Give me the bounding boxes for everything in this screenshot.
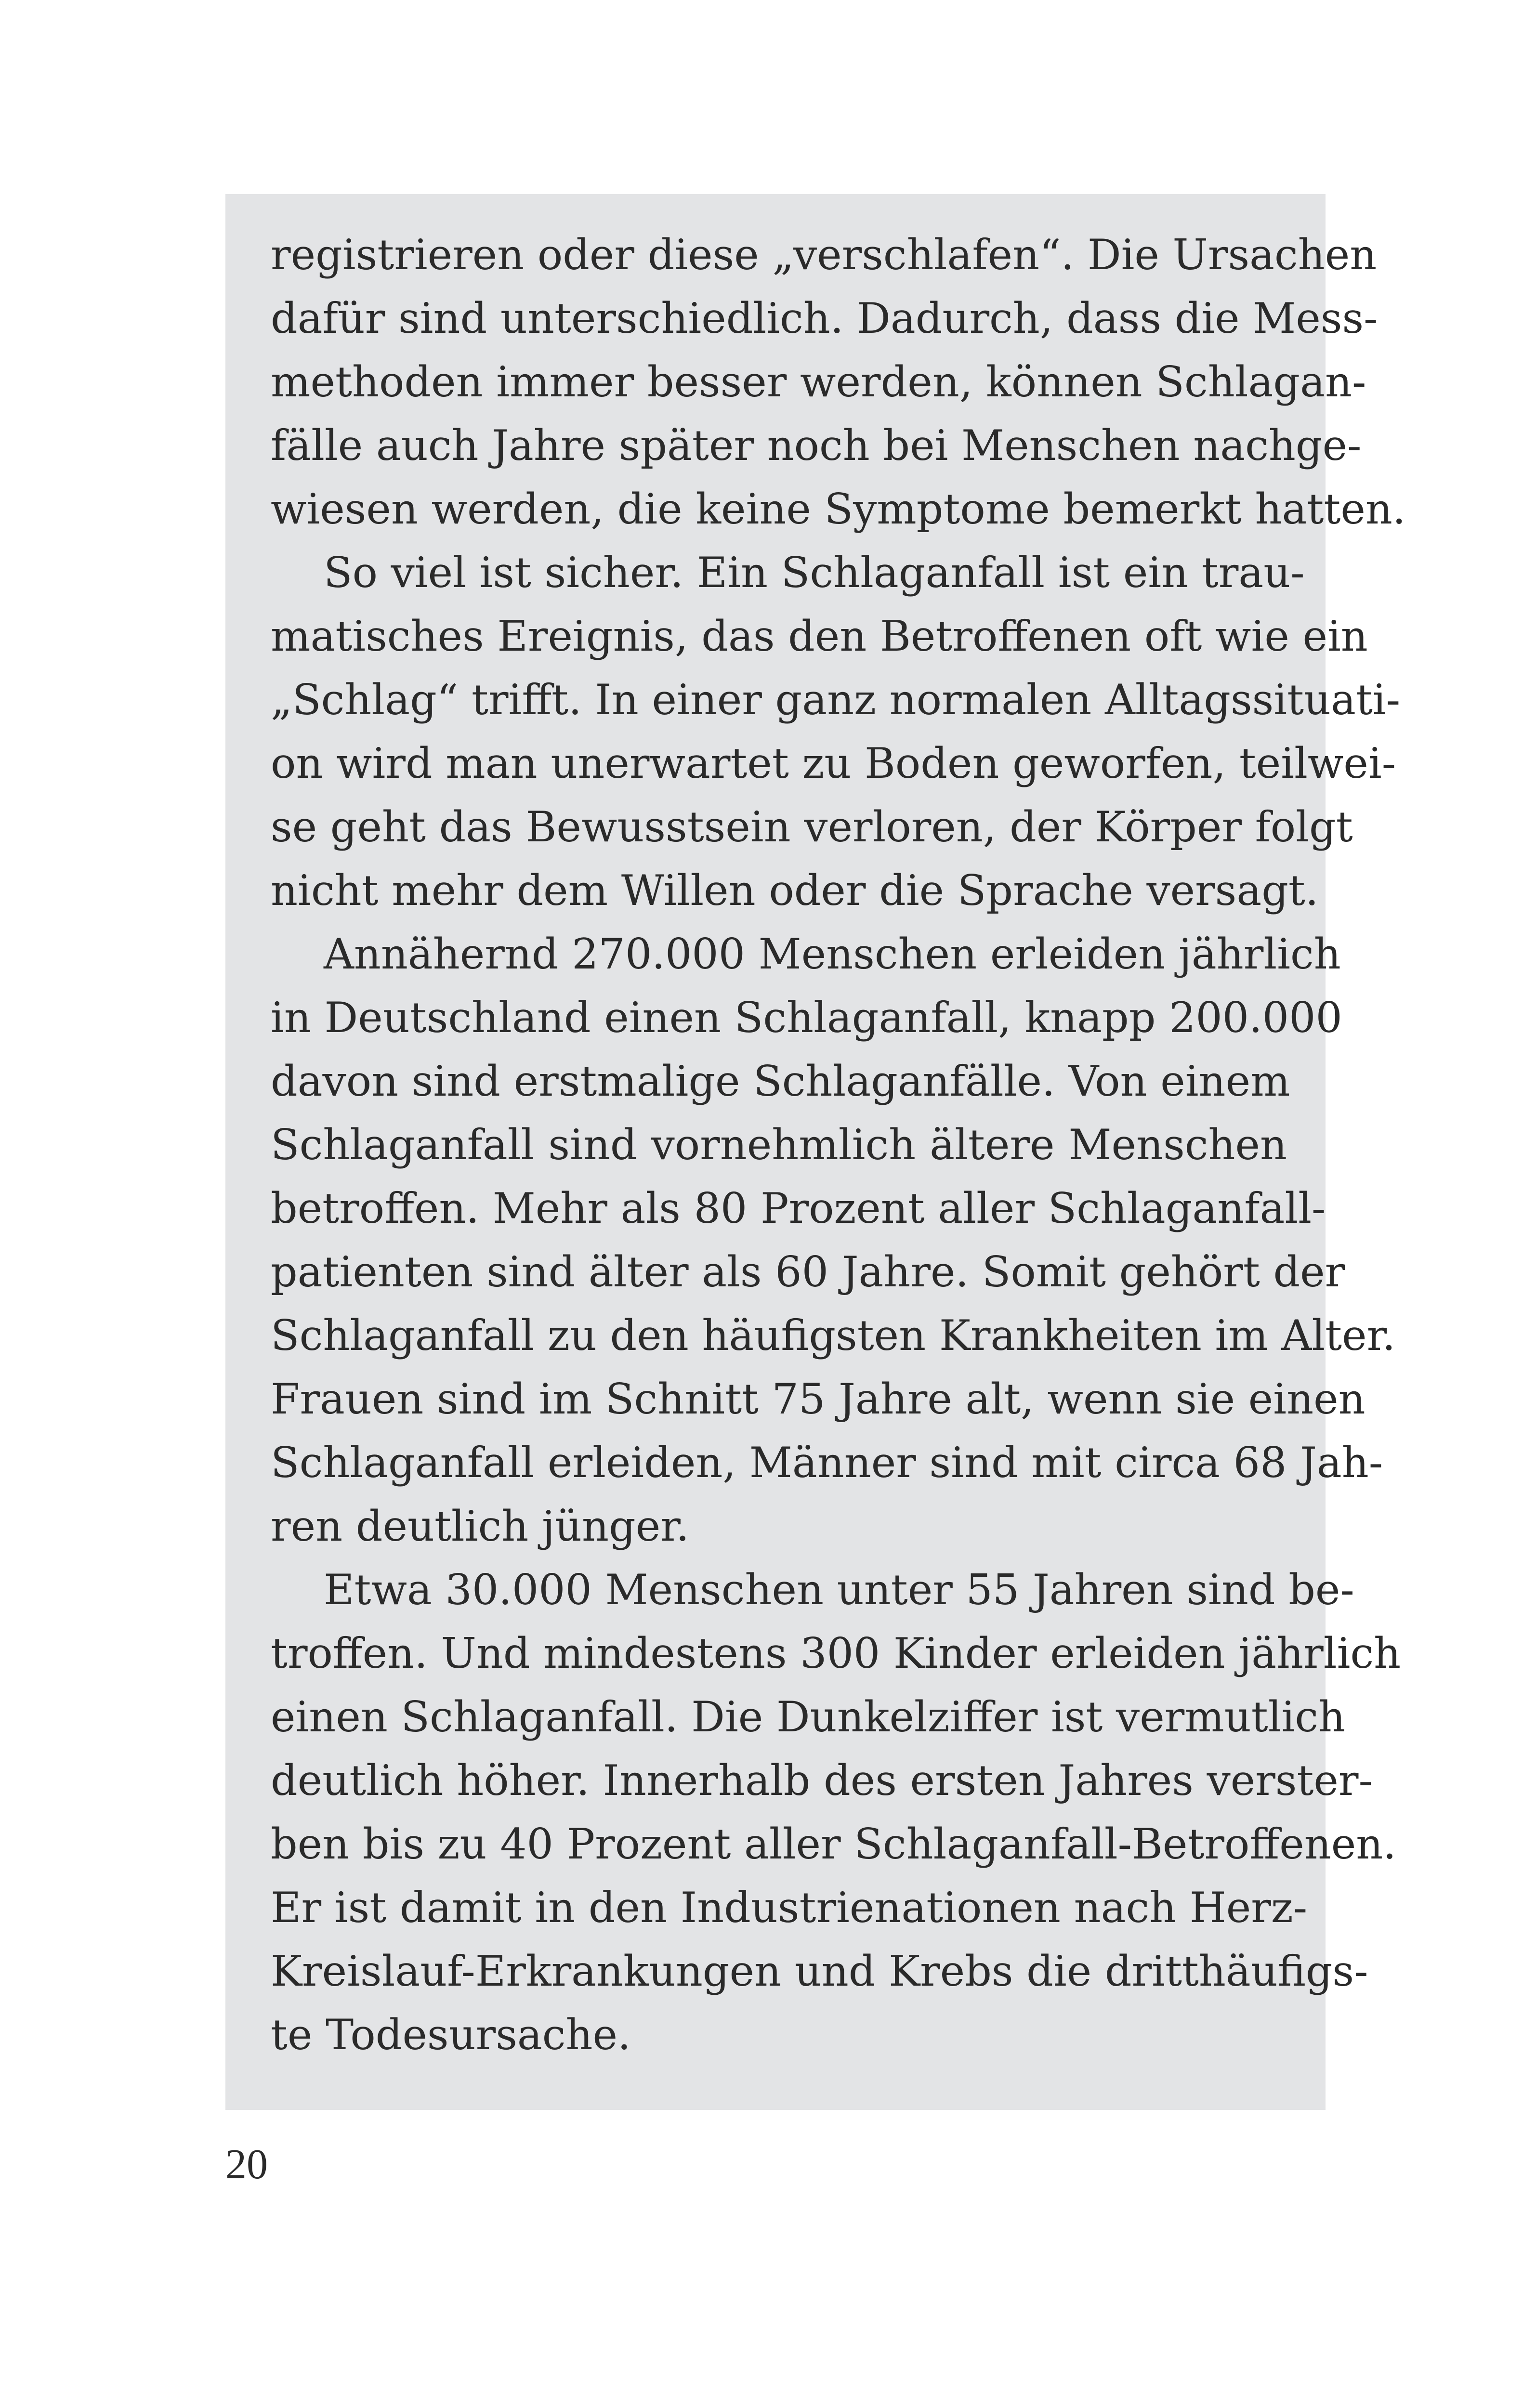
- text-box: [225, 194, 1406, 2110]
- text-line: dafür sind unterschiedlich. Dadurch, dass die Mess-: [271, 294, 1378, 343]
- page-number: 20: [225, 2141, 268, 2188]
- text-line: matisches Ereignis, das den Betroffenen oft wie ein: [271, 612, 1368, 661]
- text-line: troffen. Und mindestens 300 Kinder erleiden jährlich: [271, 1629, 1401, 1678]
- paragraph-3: [271, 922, 1396, 1558]
- text-line: einen Schlaganfall. Die Dunkelziffer ist vermutlich: [271, 1692, 1346, 1741]
- text-line: deutlich höher. Innerhalb des ersten Jahres verster-: [271, 1756, 1373, 1805]
- text-line: betroffen. Mehr als 80 Prozent aller Schlaganfall-: [271, 1184, 1326, 1233]
- text-line: Schlaganfall zu den häufigsten Krankheiten im Alter.: [271, 1311, 1396, 1360]
- text-line: in Deutschland einen Schlaganfall, knapp 200.000: [271, 993, 1342, 1042]
- text-line: ben bis zu 40 Prozent aller Schlaganfall-Betroffenen.: [271, 1819, 1396, 1869]
- text-line: methoden immer besser werden, können Schlagan-: [271, 357, 1366, 406]
- text-line: ren deutlich jünger.: [271, 1502, 689, 1551]
- text-line: Etwa 30.000 Menschen unter 55 Jahren sind be-: [324, 1565, 1354, 1614]
- paragraph-2: [271, 541, 1401, 922]
- text-line: on wird man unerwartet zu Boden geworfen, teilwei-: [271, 739, 1396, 788]
- text-line: patienten sind älter als 60 Jahre. Somit gehört der: [271, 1247, 1345, 1296]
- text-line: nicht mehr dem Willen oder die Sprache versagt.: [271, 866, 1319, 915]
- text-line: So viel ist sicher. Ein Schlaganfall ist ein trau-: [324, 548, 1305, 597]
- text-line: Kreislauf-Erkrankungen und Krebs die dritthäufigs-: [271, 1947, 1368, 1996]
- text-line: wiesen werden, die keine Symptome bemerkt hatten.: [271, 484, 1406, 534]
- paragraph-1: [271, 223, 1406, 541]
- paragraph-4: [271, 1558, 1401, 2067]
- text-line: Schlaganfall sind vornehmlich ältere Menschen: [271, 1120, 1287, 1169]
- text-line: se geht das Bewusstsein verloren, der Körper folgt: [271, 802, 1353, 851]
- text-line: Er ist damit in den Industrienationen nach Herz-: [271, 1883, 1308, 1932]
- text-line: Frauen sind im Schnitt 75 Jahre alt, wenn sie einen: [271, 1374, 1365, 1424]
- text-line: davon sind erstmalige Schlaganfälle. Von einem: [271, 1057, 1290, 1106]
- text-line: te Todesursache.: [271, 2010, 631, 2059]
- text-line: Annähernd 270.000 Menschen erleiden jährlich: [324, 929, 1341, 979]
- text-line: „Schlag“ trifft. In einer ganz normalen Alltagssituati-: [271, 675, 1401, 724]
- text-line: fälle auch Jahre später noch bei Menschen nachge-: [271, 421, 1362, 470]
- text-line: Schlaganfall erleiden, Männer sind mit circa 68 Jah-: [271, 1438, 1383, 1487]
- text-line: registrieren oder diese „verschlafen“. Die Ursachen: [271, 230, 1377, 279]
